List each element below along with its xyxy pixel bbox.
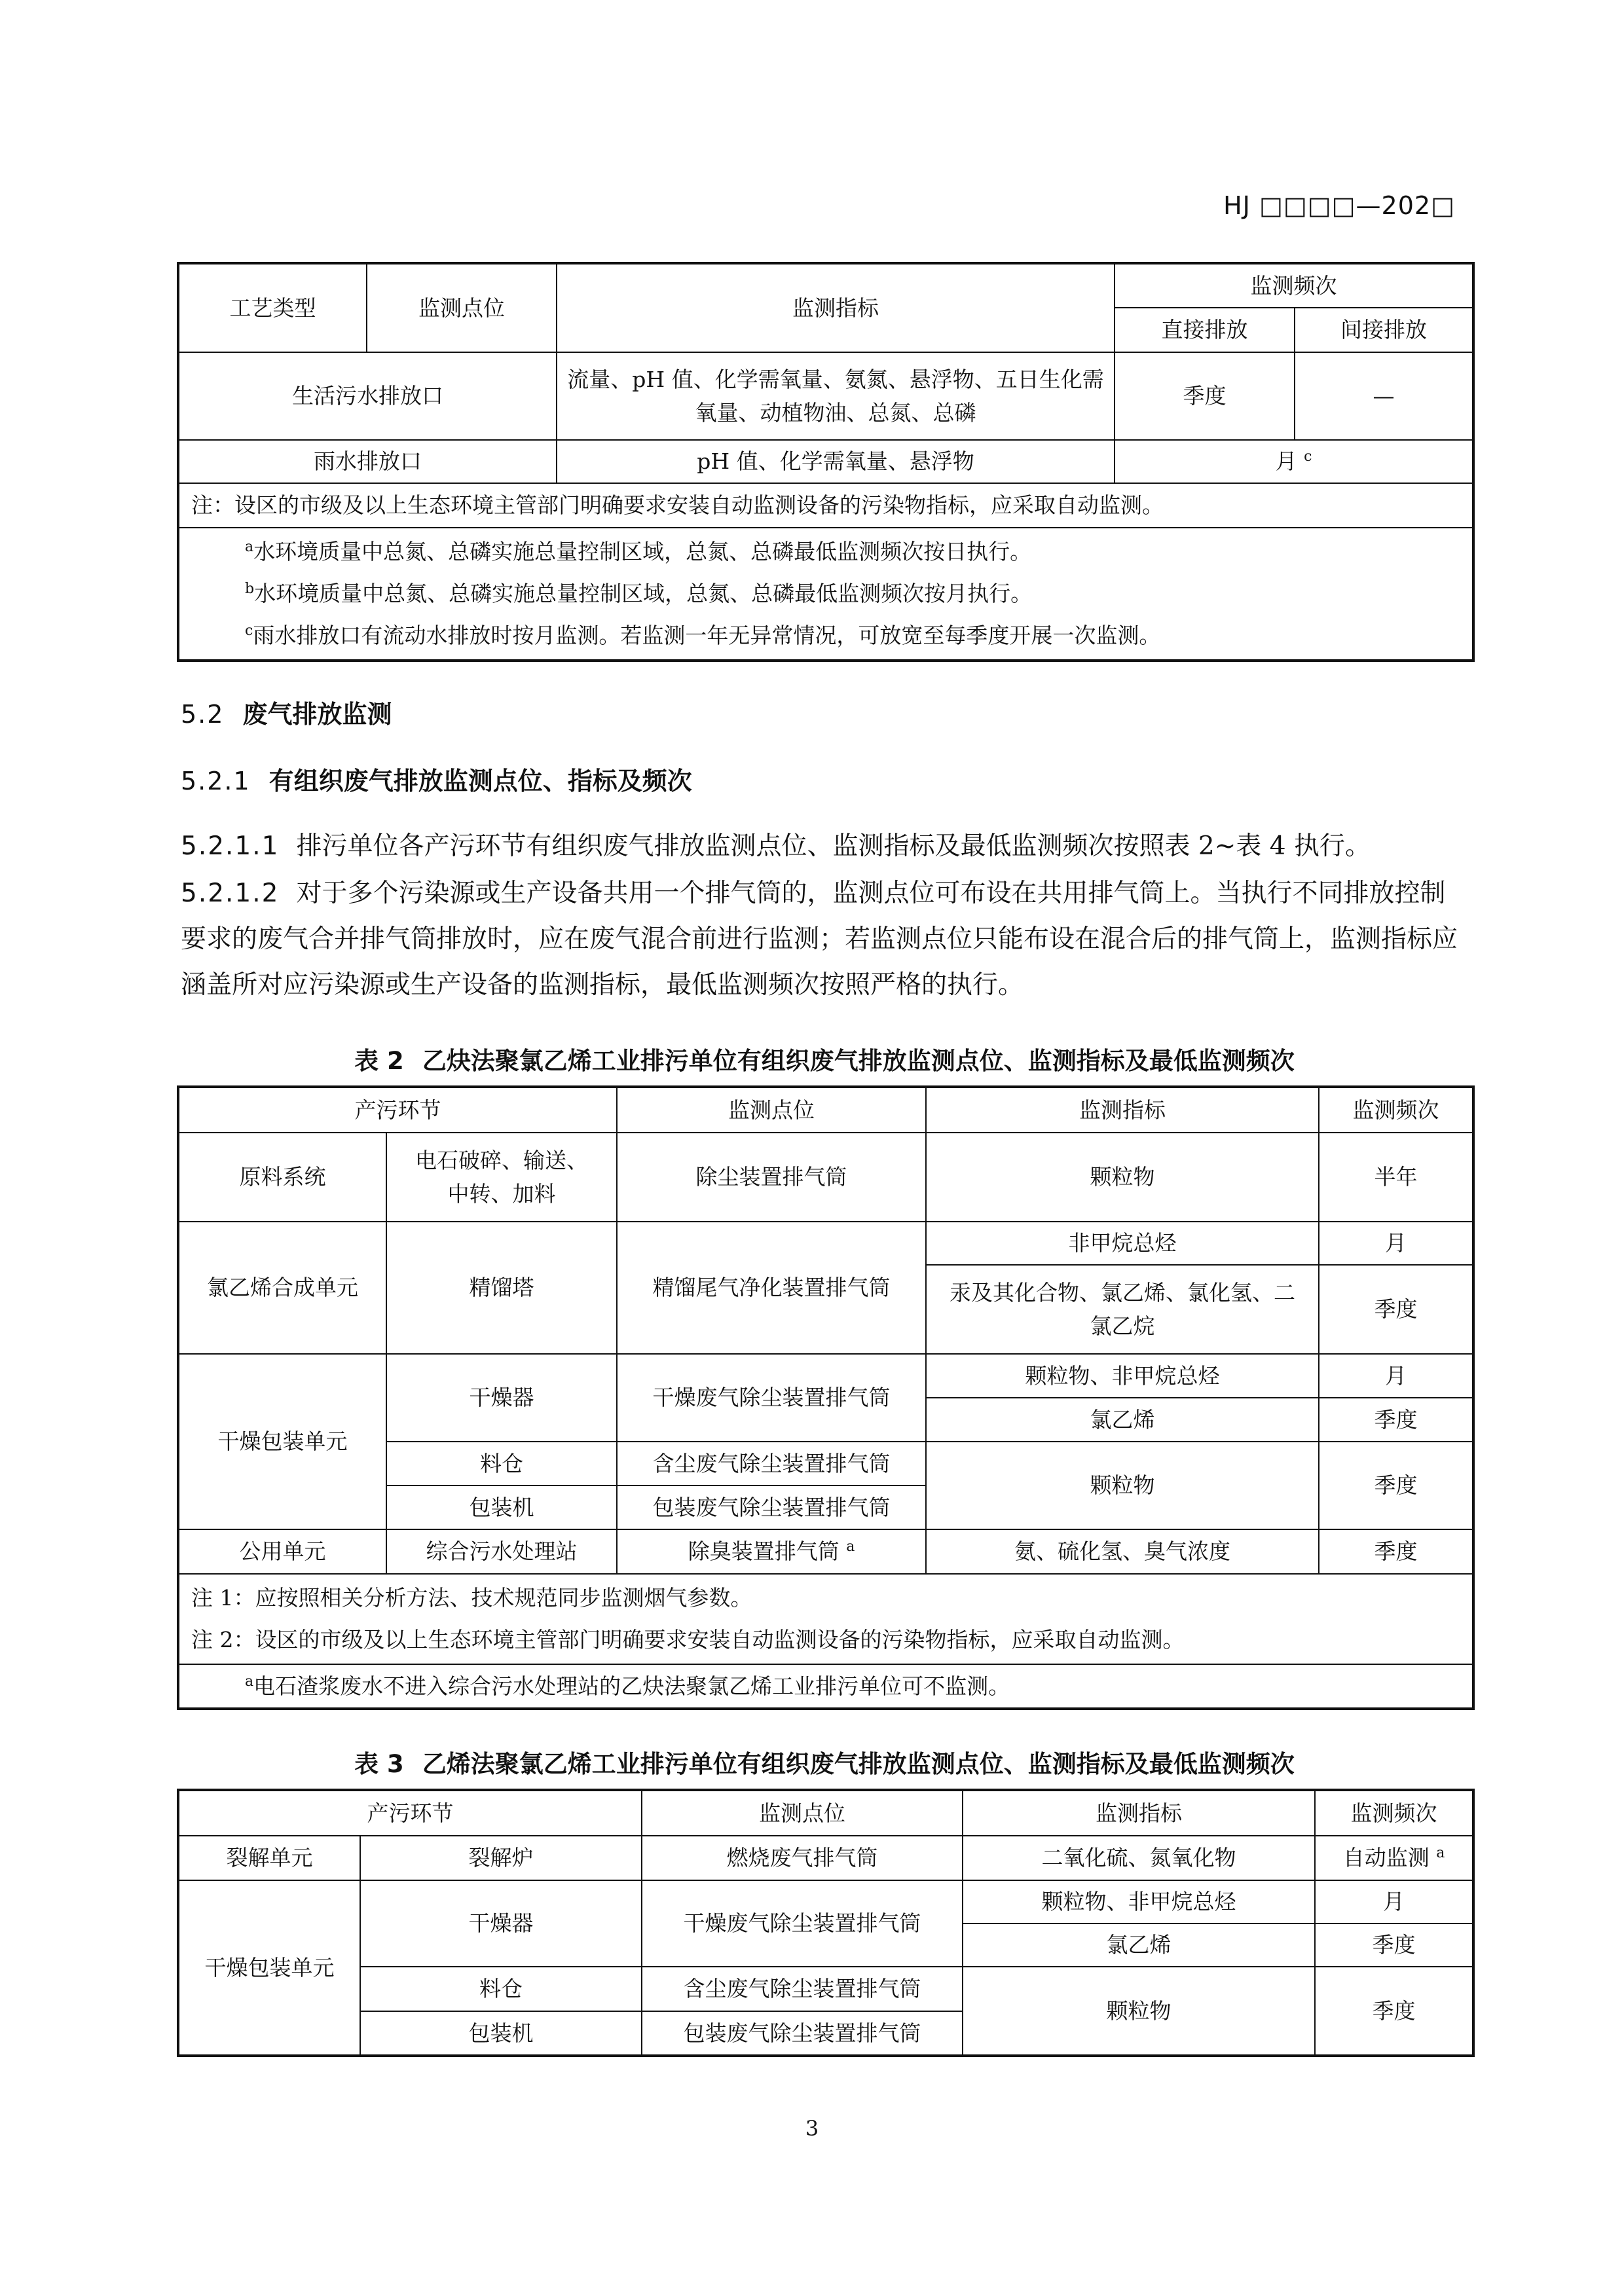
table-row (178, 1967, 1473, 2011)
cell-indicator: 颗粒物、非甲烷总烃 (926, 1354, 1319, 1398)
cell-frequency: 季度 (1319, 1265, 1473, 1354)
cell-indicator: 汞及其化合物、氯乙烯、氯化氢、二氯乙烷 (926, 1265, 1319, 1354)
header-indicator: 监测指标 (963, 1790, 1315, 1836)
table-row (178, 440, 1473, 483)
table-note: 注 1：应按照相关分析方法、技术规范同步监测烟气参数。 (191, 1585, 752, 1611)
header-indirect: 间接排放 (1295, 308, 1473, 352)
cell-point: 干燥废气除尘装置排气筒 (617, 1354, 926, 1442)
table-row (178, 1880, 1473, 1923)
cell-indicator: 二氧化硫、氮氧化物 (963, 1836, 1315, 1880)
table-2-caption: 表 2 乙炔法聚氯乙烯工业排污单位有组织废气排放监测点位、监测指标及最低监测频次 (354, 1047, 1295, 1075)
table-row (178, 1222, 1473, 1265)
cell-unit: 氯乙烯合成单元 (178, 1222, 386, 1354)
cell-indirect: — (1295, 352, 1473, 440)
cell-frequency: 月 (1315, 1880, 1473, 1923)
cell-point: 干燥废气除尘装置排气筒 (642, 1880, 963, 1967)
cell-equipment: 干燥器 (360, 1880, 642, 1967)
cell-frequency: 月 (1319, 1354, 1473, 1398)
cell-equipment: 包装机 (360, 2011, 642, 2056)
cell-point: 生活污水排放口 (178, 352, 557, 440)
header-direct: 直接排放 (1115, 308, 1295, 352)
header-indicator: 监测指标 (926, 1087, 1319, 1133)
cell-point: 含尘废气除尘装置排气筒 (642, 1967, 963, 2011)
cell-indicator: 氨、硫化氢、臭气浓度 (926, 1529, 1319, 1574)
footnote: $^b$水环境质量中总氮、总磷实施总量控制区域，总氮、总磷最低监测频次按月执行。 (245, 581, 1033, 606)
cell-equipment: 料仓 (360, 1967, 642, 2011)
table-row (178, 1354, 1473, 1398)
cell-direct: 季度 (1115, 352, 1295, 440)
table-row (178, 352, 1473, 440)
cell-unit: 干燥包装单元 (178, 1354, 386, 1529)
cell-frequency: 季度 (1319, 1442, 1473, 1529)
table-row (178, 1529, 1473, 1574)
cell-indicator: 颗粒物 (963, 1967, 1315, 2056)
cell-equipment: 综合污水处理站 (386, 1529, 617, 1574)
header-process-type: 工艺类型 (178, 263, 367, 352)
cell-indicator: 颗粒物 (926, 1442, 1319, 1529)
table-3-caption: 表 3 乙烯法聚氯乙烯工业排污单位有组织废气排放监测点位、监测指标及最低监测频次 (354, 1750, 1295, 1778)
cell-indicator: 流量、pH 值、化学需氧量、氨氮、悬浮物、五日生化需氧量、动植物油、总氮、总磷 (557, 352, 1115, 440)
cell-frequency: 季度 (1315, 1967, 1473, 2056)
cell-frequency: 自动监测 $^a$ (1315, 1836, 1473, 1880)
cell-frequency: 季度 (1315, 1923, 1473, 1967)
table-1-continued (177, 262, 1475, 662)
cell-frequency: 半年 (1319, 1133, 1473, 1222)
cell-point: 精馏尾气净化装置排气筒 (617, 1222, 926, 1354)
cell-point: 雨水排放口 (178, 440, 557, 483)
cell-indicator: 非甲烷总烃 (926, 1222, 1319, 1265)
cell-point: 除尘装置排气筒 (617, 1133, 926, 1222)
header-frequency: 监测频次 (1315, 1790, 1473, 1836)
header-stage: 产污环节 (178, 1790, 642, 1836)
cell-equipment: 电石破碎、输送、中转、加料 (386, 1133, 617, 1222)
cell-equipment: 干燥器 (386, 1354, 617, 1442)
table-footnote: $^a$电石渣浆废水不进入综合污水处理站的乙炔法聚氯乙烯工业排污单位可不监测。 (178, 1664, 1473, 1709)
cell-indicator: 颗粒物、非甲烷总烃 (963, 1880, 1315, 1923)
header-indicator: 监测指标 (557, 263, 1115, 352)
cell-frequency: 月 $^c$ (1115, 440, 1473, 483)
header-stage: 产污环节 (178, 1087, 617, 1133)
header-frequency: 监测频次 (1115, 263, 1473, 308)
cell-indicator: pH 值、化学需氧量、悬浮物 (557, 440, 1115, 483)
footnote: $^c$雨水排放口有流动水排放时按月监测。若监测一年无异常情况，可放宽至每季度开展一次监测。 (245, 623, 1161, 648)
cell-equipment: 料仓 (386, 1442, 617, 1485)
cell-point: 包装废气除尘装置排气筒 (617, 1485, 926, 1529)
table-note: 注 2：设区的市级及以上生态环境主管部门明确要求安装自动监测设备的污染物指标，应采取自动监测。 (191, 1627, 1185, 1652)
table-row (178, 1836, 1473, 1880)
cell-frequency: 季度 (1319, 1398, 1473, 1442)
cell-point: 燃烧废气排气筒 (642, 1836, 963, 1880)
cell-unit: 干燥包装单元 (178, 1880, 360, 2056)
document-code: HJ □□□□—202□ (1223, 191, 1455, 220)
cell-frequency: 季度 (1319, 1529, 1473, 1574)
footnote: $^a$水环境质量中总氮、总磷实施总量控制区域，总氮、总磷最低监测频次按日执行。 (245, 539, 1032, 564)
cell-point: 除臭装置排气筒 $^a$ (617, 1529, 926, 1574)
cell-frequency: 月 (1319, 1222, 1473, 1265)
table-2 (177, 1085, 1475, 1710)
table-row (178, 1133, 1473, 1222)
cell-point: 含尘废气除尘装置排气筒 (617, 1442, 926, 1485)
table-notes (178, 1574, 1473, 1664)
table-3 (177, 1789, 1475, 2057)
cell-unit: 裂解单元 (178, 1836, 360, 1880)
section-heading-5-2: 5.2 废气排放监测 (181, 700, 392, 729)
page-number: 3 (805, 2116, 819, 2141)
header-frequency: 监测频次 (1319, 1087, 1473, 1133)
cell-equipment: 裂解炉 (360, 1836, 642, 1880)
paragraph-5-2-1-1: 5.2.1.1 排污单位各产污环节有组织废气排放监测点位、监测指标及最低监测频次按照表 2~表 4 执行。 (181, 831, 1371, 861)
cell-equipment: 精馏塔 (386, 1222, 617, 1354)
cell-indicator: 氯乙烯 (926, 1398, 1319, 1442)
header-point: 监测点位 (367, 263, 557, 352)
cell-unit: 公用单元 (178, 1529, 386, 1574)
table-footnotes (178, 528, 1473, 661)
cell-point: 包装废气除尘装置排气筒 (642, 2011, 963, 2056)
cell-equipment: 包装机 (386, 1485, 617, 1529)
cell-indicator: 颗粒物 (926, 1133, 1319, 1222)
header-point: 监测点位 (617, 1087, 926, 1133)
section-heading-5-2-1: 5.2.1 有组织废气排放监测点位、指标及频次 (181, 767, 692, 795)
table-note: 注：设区的市级及以上生态环境主管部门明确要求安装自动监测设备的污染物指标，应采取自动监测。 (178, 483, 1473, 528)
header-point: 监测点位 (642, 1790, 963, 1836)
cell-indicator: 氯乙烯 (963, 1923, 1315, 1967)
paragraph-5-2-1-2: 5.2.1.2 对于多个污染源或生产设备共用一个排气筒的，监测点位可布设在共用排气筒上。当执行不同排放控制要求的废气合并排气筒排放时，应在废气混合前进行监测；若监测点位只能布设在混合后的排气筒上，监测指标应涵盖所对应污染源或生产设备的监测指标，最低监测频次按照严格的执行。 (181, 879, 1458, 1000)
cell-unit: 原料系统 (178, 1133, 386, 1222)
